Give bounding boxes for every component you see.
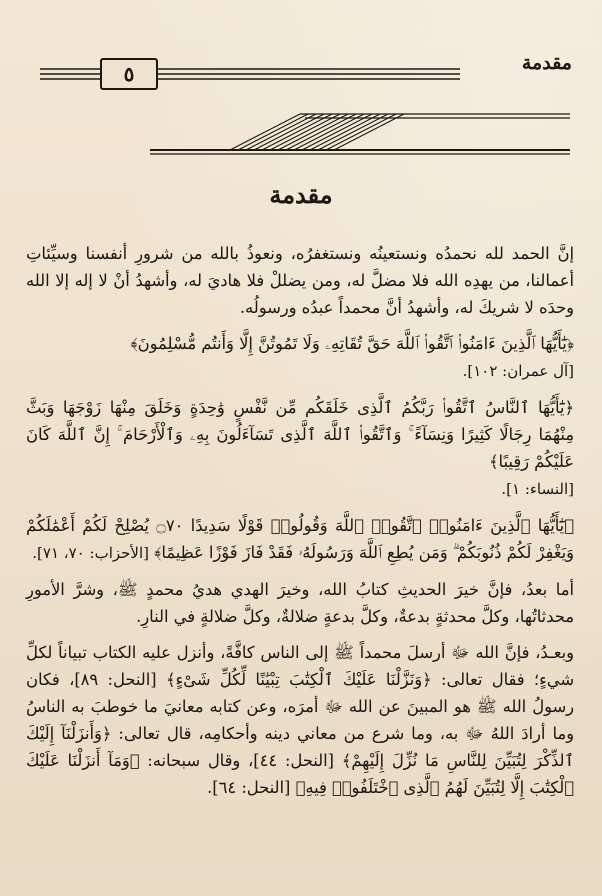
paragraph-amma-baad: أما بعدُ، فإنَّ خيرَ الحديثِ كتابُ الله، وخيرَ الهدي هديُ محمدٍ ﷺ، وشرَّ الأمورِ محدثاتُها، وكلَّ محدثةٍ بدعةٌ، وكلَّ بدعةٍ ضلالةٌ، وكلَّ ضلالةٍ في النارِ. (26, 580, 574, 626)
verse-block (26, 330, 574, 385)
paragraph-wa-baad: وبعـدُ، فإنَّ الله ﷻ أرسلَ محمداً ﷺ إلى الناس كافَّةً، وأنزل عليه الكتاب تبياناً لكلِّ شيءٍ؛ فقال تعالى: ﴿وَنَزَّلْنَا عَلَيْكَ ٱلْكِتَٰبَ تِبْيَٰنًا لِّكُلِّ شَىْءٍ﴾ [النحل: ٨٩]، فكان رسولُ الله ﷺ هو المبينَ عن الله ﷻ أمرَه، وعن كتابه معانيَ ما خوطبَ به الناسُ وما أرادَ اللهُ ﷻ به، وما شرع من معاني دينه وأحكامِه، قال تعالى: ﴿وَأَنزَلْنَآ إِلَيْكَ ٱلذِّكْرَ لِتُبَيِّنَ لِلنَّاسِ مَا نُزِّلَ إِلَيْهِمْ﴾ [النحل: ٤٤]، وقال سبحانه: ﴿وَمَآ أَنزَلْنَا عَلَيْكَ ٱلْكِتَٰبَ إِلَّا لِتُبَيِّنَ لَهُمُ ٱلَّذِى ٱخْتَلَفُوا۟ فِيهِ﴾ [النحل: ٦٤]. (26, 643, 574, 797)
section-title: مقدمة (269, 180, 333, 209)
title-ornament (150, 106, 570, 158)
paragraph-opening: إنَّ الحمد لله نحمدُه ونستعينُه ونستغفرُه، ونعوذُ بالله من شرورِ أنفسنا وسيِّئاتِ أعمالنا، من يهدِه الله فلا مضلَّ له، ومن يضللْ فلا هاديَ له، وأشهدُ أنْ لا إله إلا الله وحدَه لا شريكَ له، وأشهدُ أنَّ محمداً عبدُه ورسولُه. (26, 244, 574, 317)
quran-verse: ﴿يَٰٓأَيُّهَا ٱلنَّاسُ ٱتَّقُوا۟ رَبَّكُمُ ٱلَّذِى خَلَقَكُم مِّن نَّفْسٍ وَٰحِدَةٍ وَخَلَقَ مِنْهَا زَوْجَهَا وَبَثَّ مِنْهُمَا رِجَالًا كَثِيرًا وَنِسَآءً ۚ وَٱتَّقُوا۟ ٱللَّهَ ٱلَّذِى تَسَآءَلُونَ بِهِۦ وَٱلْأَرْحَامَ ۚ إِنَّ ٱللَّهَ كَانَ عَلَيْكُمْ رَقِيبًا﴾ (26, 398, 574, 471)
running-header-title: مقدمة (521, 52, 572, 74)
verse-block (26, 394, 574, 503)
verse-reference: [آل عمران: ١٠٢]. (462, 362, 574, 380)
verse-block (26, 512, 574, 567)
verse-reference: [النساء: ١]. (501, 480, 574, 498)
verse-reference: [الأحزاب: ٧٠، ٧١]. (32, 544, 149, 562)
quran-verse: ﴿يَٰٓأَيُّهَا ٱلَّذِينَ ءَامَنُوا۟ ٱتَّقُوا۟ ٱللَّهَ وَقُولُوا۟ قَوْلًا سَدِيدًا ۝٧٠ يُصْلِحْ لَكُمْ أَعْمَٰلَكُمْ وَيَغْفِرْ لَكُمْ ذُنُوبَكُمْ ۗ وَمَن يُطِعِ ٱللَّهَ وَرَسُولَهُۥ فَقَدْ فَازَ فَوْزًا عَظِيمًا﴾ (26, 516, 574, 562)
body-text (26, 240, 574, 801)
page-number-text: ٥ (123, 62, 135, 86)
page-number (100, 58, 158, 90)
quran-verse: ﴿يَٰٓأَيُّهَا ٱلَّذِينَ ءَامَنُوا۟ ٱتَّقُوا۟ ٱللَّهَ حَقَّ تُقَاتِهِۦ وَلَا تَمُوتُنَّ إِلَّا وَأَنتُم مُّسْلِمُونَ﴾ (130, 334, 574, 353)
